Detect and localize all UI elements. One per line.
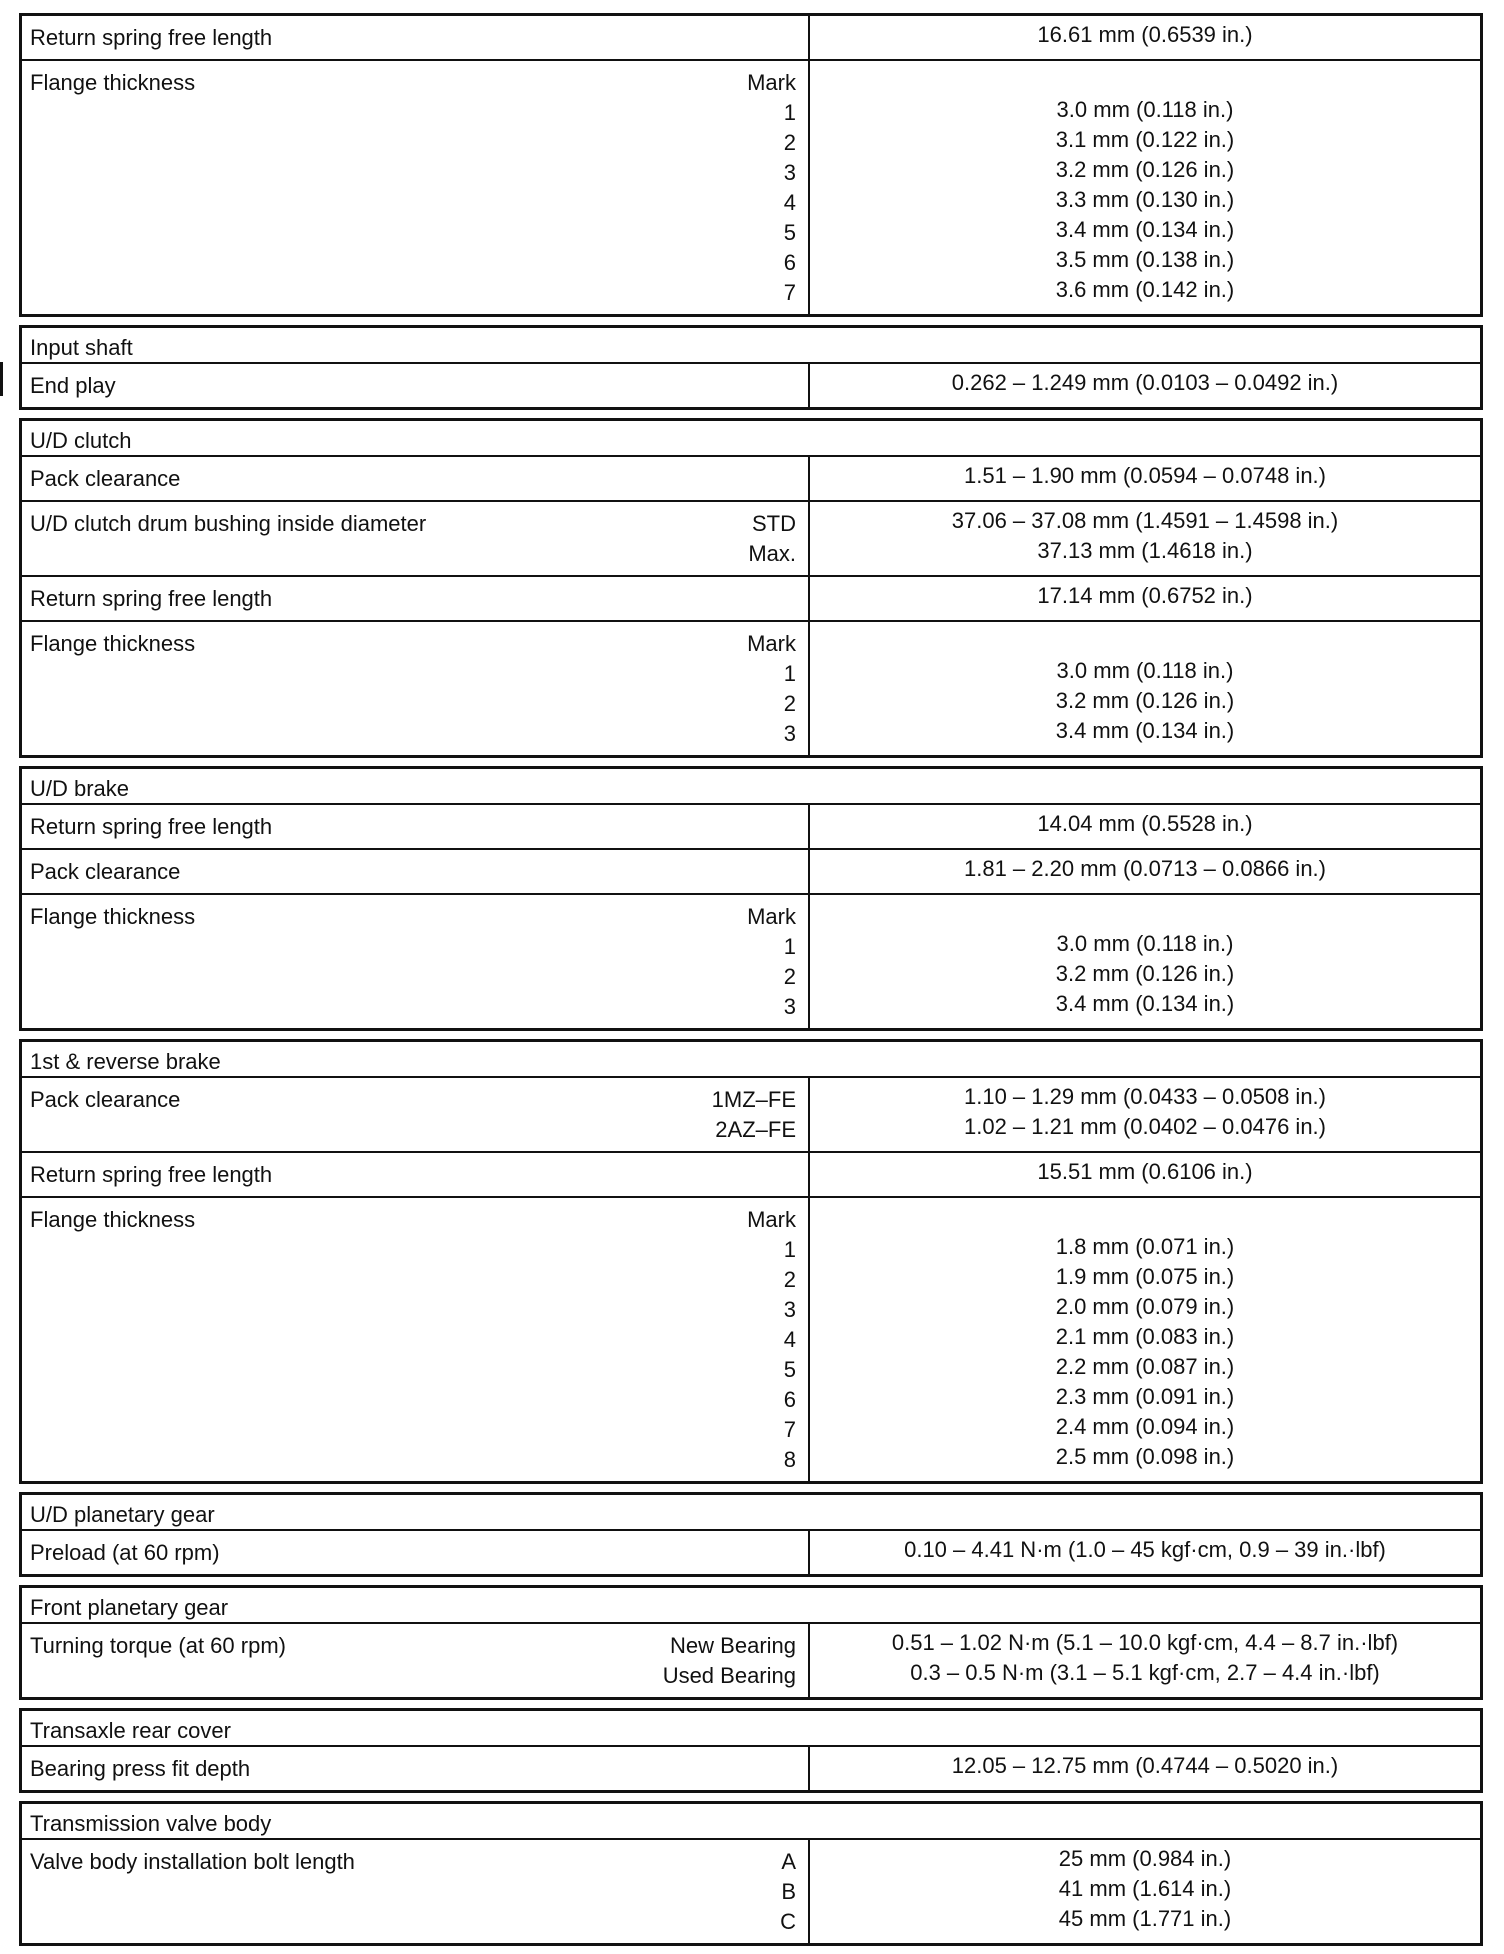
spec-section-u-d-planetary-gear [19, 1492, 1483, 1577]
spec-value [816, 626, 1474, 656]
mark-label: 4 [783, 190, 796, 215]
spec-marks [716, 371, 796, 401]
spec-row [22, 1153, 1480, 1198]
spec-value: 45 mm (1.771 in.) [1058, 1906, 1232, 1931]
mark-label: 7 [783, 280, 796, 305]
spec-row [22, 1531, 1480, 1574]
spec-value: 37.06 – 37.08 mm (1.4591 – 1.4598 in.) [951, 508, 1339, 533]
section-title: Transaxle rear cover [22, 1711, 1480, 1747]
mark-label: Mark [747, 70, 796, 95]
mark-label: 6 [783, 1387, 796, 1412]
spec-value-cell [810, 1840, 1480, 1943]
mark-label: B [781, 1879, 796, 1904]
spec-label: End play [30, 373, 116, 398]
spec-marks [716, 68, 796, 308]
mark-label: STD [752, 511, 796, 536]
mark-label: New Bearing [670, 1633, 796, 1658]
spec-value: 16.61 mm (0.6539 in.) [1037, 22, 1253, 47]
spec-label-cell [22, 502, 810, 575]
spec-value-cell [810, 61, 1480, 314]
spec-value: 3.2 mm (0.126 in.) [1055, 157, 1235, 182]
spec-value: 0.3 – 0.5 N·m (3.1 – 5.1 kgf·cm, 2.7 – 4.4 in.·lbf) [910, 1660, 1380, 1685]
spec-row [22, 457, 1480, 502]
spec-label-cell [22, 622, 810, 755]
spec-value: 0.51 – 1.02 N·m (5.1 – 10.0 kgf·cm, 4.4 – 8.7 in.·lbf) [891, 1630, 1399, 1655]
section-title: Transmission valve body [22, 1804, 1480, 1840]
spec-value: 3.6 mm (0.142 in.) [1055, 277, 1235, 302]
mark-label: 1 [783, 1237, 796, 1262]
spec-value-cell [810, 1624, 1480, 1697]
spec-value-cell [810, 502, 1480, 575]
spec-value-cell [810, 1747, 1480, 1790]
mark-label: 1 [783, 661, 796, 686]
spec-value: 15.51 mm (0.6106 in.) [1037, 1159, 1253, 1184]
spec-label: Pack clearance [30, 466, 181, 491]
mark-label: 2AZ–FE [715, 1117, 796, 1142]
spec-label: Flange thickness [30, 1207, 196, 1232]
spec-row [22, 1078, 1480, 1153]
spec-value: 1.02 – 1.21 mm (0.0402 – 0.0476 in.) [963, 1114, 1326, 1139]
spec-value-cell [810, 1531, 1480, 1574]
spec-label: Bearing press fit depth [30, 1756, 251, 1781]
spec-row [22, 622, 1480, 755]
spec-value: 3.4 mm (0.134 in.) [1055, 217, 1235, 242]
spec-label-cell [22, 1198, 810, 1481]
spec-label: Pack clearance [30, 859, 181, 884]
mark-label: 3 [783, 1297, 796, 1322]
spec-value: 1.81 – 2.20 mm (0.0713 – 0.0866 in.) [963, 856, 1326, 881]
mark-label: 2 [783, 1267, 796, 1292]
spec-label-cell [22, 895, 810, 1028]
spec-value: 3.0 mm (0.118 in.) [1056, 97, 1234, 122]
spec-value [816, 65, 1474, 95]
spec-value: 0.262 – 1.249 mm (0.0103 – 0.0492 in.) [951, 370, 1339, 395]
spec-value-cell [810, 622, 1480, 755]
spec-value-cell [810, 895, 1480, 1028]
spec-value: 3.2 mm (0.126 in.) [1055, 961, 1235, 986]
specification-document [19, 13, 1483, 1954]
section-title: 1st & reverse brake [22, 1042, 1480, 1078]
spec-value [816, 899, 1474, 929]
spec-label: Return spring free length [30, 586, 273, 611]
spec-row [22, 16, 1480, 61]
spec-row [22, 895, 1480, 1028]
spec-label: Valve body installation bolt length [30, 1849, 355, 1874]
spec-value: 3.5 mm (0.138 in.) [1055, 247, 1235, 272]
page-edge-mark [0, 362, 3, 396]
spec-value: 2.3 mm (0.091 in.) [1055, 1384, 1235, 1409]
spec-row [22, 1624, 1480, 1697]
spec-marks [716, 584, 796, 614]
spec-label: Preload (at 60 rpm) [30, 1540, 220, 1565]
spec-section-u-d-clutch [19, 418, 1483, 758]
mark-label: 4 [783, 1327, 796, 1352]
spec-value-cell [810, 1078, 1480, 1151]
spec-value: 3.0 mm (0.118 in.) [1056, 931, 1234, 956]
mark-label: 6 [783, 250, 796, 275]
mark-label: 2 [783, 964, 796, 989]
spec-value: 12.05 – 12.75 mm (0.4744 – 0.5020 in.) [951, 1753, 1339, 1778]
spec-section-transaxle-rear-cover [19, 1708, 1483, 1793]
spec-value-cell [810, 577, 1480, 620]
spec-marks [712, 1085, 796, 1145]
spec-label-cell [22, 1624, 810, 1697]
spec-marks [716, 629, 796, 749]
mark-label: 8 [783, 1447, 796, 1472]
section-title: U/D brake [22, 769, 1480, 805]
spec-value: 3.0 mm (0.118 in.) [1056, 658, 1234, 683]
spec-label: U/D clutch drum bushing inside diameter [30, 511, 427, 536]
spec-label: Flange thickness [30, 70, 196, 95]
section-title: Input shaft [22, 328, 1480, 364]
spec-value: 1.8 mm (0.071 in.) [1055, 1234, 1235, 1259]
section-title: U/D clutch [22, 421, 1480, 457]
spec-row [22, 61, 1480, 314]
spec-label: Return spring free length [30, 1162, 273, 1187]
spec-label-cell [22, 61, 810, 314]
mark-label: 1 [783, 100, 796, 125]
spec-marks [716, 464, 796, 494]
spec-value-cell [810, 1153, 1480, 1196]
spec-value: 1.51 – 1.90 mm (0.0594 – 0.0748 in.) [963, 463, 1326, 488]
spec-value: 2.1 mm (0.083 in.) [1055, 1324, 1235, 1349]
spec-marks [716, 857, 796, 887]
spec-value: 25 mm (0.984 in.) [1058, 1846, 1232, 1871]
spec-marks [663, 1631, 796, 1691]
spec-marks [716, 902, 796, 1022]
spec-row [22, 850, 1480, 895]
spec-value-cell [810, 16, 1480, 59]
section-title: Front planetary gear [22, 1588, 1480, 1624]
spec-value: 3.1 mm (0.122 in.) [1055, 127, 1235, 152]
spec-value: 1.10 – 1.29 mm (0.0433 – 0.0508 in.) [963, 1084, 1326, 1109]
spec-section-1st-reverse-brake [19, 1039, 1483, 1484]
mark-label: Max. [748, 541, 796, 566]
mark-label: C [780, 1909, 796, 1934]
spec-label-cell [22, 577, 810, 620]
spec-label: Pack clearance [30, 1087, 181, 1112]
spec-row [22, 364, 1480, 407]
spec-section-transmission-valve-body [19, 1801, 1483, 1946]
spec-row [22, 502, 1480, 577]
spec-label-cell [22, 1840, 810, 1943]
spec-label-cell [22, 1531, 810, 1574]
mark-label: 1MZ–FE [711, 1087, 796, 1112]
spec-marks [716, 23, 796, 53]
mark-label: 2 [783, 691, 796, 716]
spec-value: 3.4 mm (0.134 in.) [1055, 991, 1235, 1016]
mark-label: Mark [747, 1207, 796, 1232]
spec-row [22, 1198, 1480, 1481]
mark-label: A [781, 1849, 796, 1874]
spec-value-cell [810, 805, 1480, 848]
spec-label-cell [22, 850, 810, 893]
spec-label-cell [22, 805, 810, 848]
mark-label: 3 [783, 160, 796, 185]
mark-label: 5 [783, 1357, 796, 1382]
spec-marks [716, 1847, 796, 1937]
spec-marks [716, 1538, 796, 1568]
spec-value: 17.14 mm (0.6752 in.) [1037, 583, 1253, 608]
mark-label: Used Bearing [662, 1663, 796, 1688]
spec-label: Flange thickness [30, 904, 196, 929]
spec-section-input-shaft [19, 325, 1483, 410]
spec-section-u-d-brake [19, 766, 1483, 1031]
spec-value: 14.04 mm (0.5528 in.) [1037, 811, 1253, 836]
spec-marks [716, 509, 796, 569]
spec-label: Flange thickness [30, 631, 196, 656]
spec-value-cell [810, 457, 1480, 500]
spec-marks [716, 812, 796, 842]
spec-value: 2.4 mm (0.094 in.) [1055, 1414, 1235, 1439]
spec-section-front-planetary-gear [19, 1585, 1483, 1700]
spec-value: 3.4 mm (0.134 in.) [1055, 718, 1235, 743]
spec-label-cell [22, 1153, 810, 1196]
spec-value-cell [810, 1198, 1480, 1481]
spec-section-untitled [19, 13, 1483, 317]
spec-value: 0.10 – 4.41 N·m (1.0 – 45 kgf·cm, 0.9 – 39 in.·lbf) [904, 1537, 1386, 1562]
spec-label: Return spring free length [30, 814, 273, 839]
spec-value: 37.13 mm (1.4618 in.) [1037, 538, 1253, 563]
mark-label: 2 [783, 130, 796, 155]
spec-marks [716, 1160, 796, 1190]
mark-label: 5 [783, 220, 796, 245]
spec-value: 3.2 mm (0.126 in.) [1055, 688, 1235, 713]
spec-label-cell [22, 457, 810, 500]
section-title: U/D planetary gear [22, 1495, 1480, 1531]
mark-label: Mark [747, 904, 796, 929]
spec-row [22, 1840, 1480, 1943]
spec-marks [716, 1205, 796, 1475]
spec-label-cell [22, 1078, 810, 1151]
mark-label: 7 [783, 1417, 796, 1442]
spec-value: 2.5 mm (0.098 in.) [1055, 1444, 1235, 1469]
spec-value: 41 mm (1.614 in.) [1058, 1876, 1232, 1901]
spec-value-cell [810, 850, 1480, 893]
mark-label: 3 [783, 994, 796, 1019]
spec-marks [716, 1754, 796, 1784]
spec-label: Turning torque (at 60 rpm) [30, 1633, 286, 1658]
spec-label-cell [22, 364, 810, 407]
spec-row [22, 1747, 1480, 1790]
spec-value: 2.0 mm (0.079 in.) [1055, 1294, 1235, 1319]
spec-row [22, 577, 1480, 622]
spec-value-cell [810, 364, 1480, 407]
spec-label: Return spring free length [30, 25, 273, 50]
spec-value [816, 1202, 1474, 1232]
mark-label: 1 [783, 934, 796, 959]
mark-label: Mark [747, 631, 796, 656]
spec-label-cell [22, 1747, 810, 1790]
spec-row [22, 805, 1480, 850]
spec-label-cell [22, 16, 810, 59]
spec-value: 1.9 mm (0.075 in.) [1055, 1264, 1235, 1289]
spec-value: 3.3 mm (0.130 in.) [1055, 187, 1235, 212]
spec-value: 2.2 mm (0.087 in.) [1055, 1354, 1235, 1379]
mark-label: 3 [783, 721, 796, 746]
